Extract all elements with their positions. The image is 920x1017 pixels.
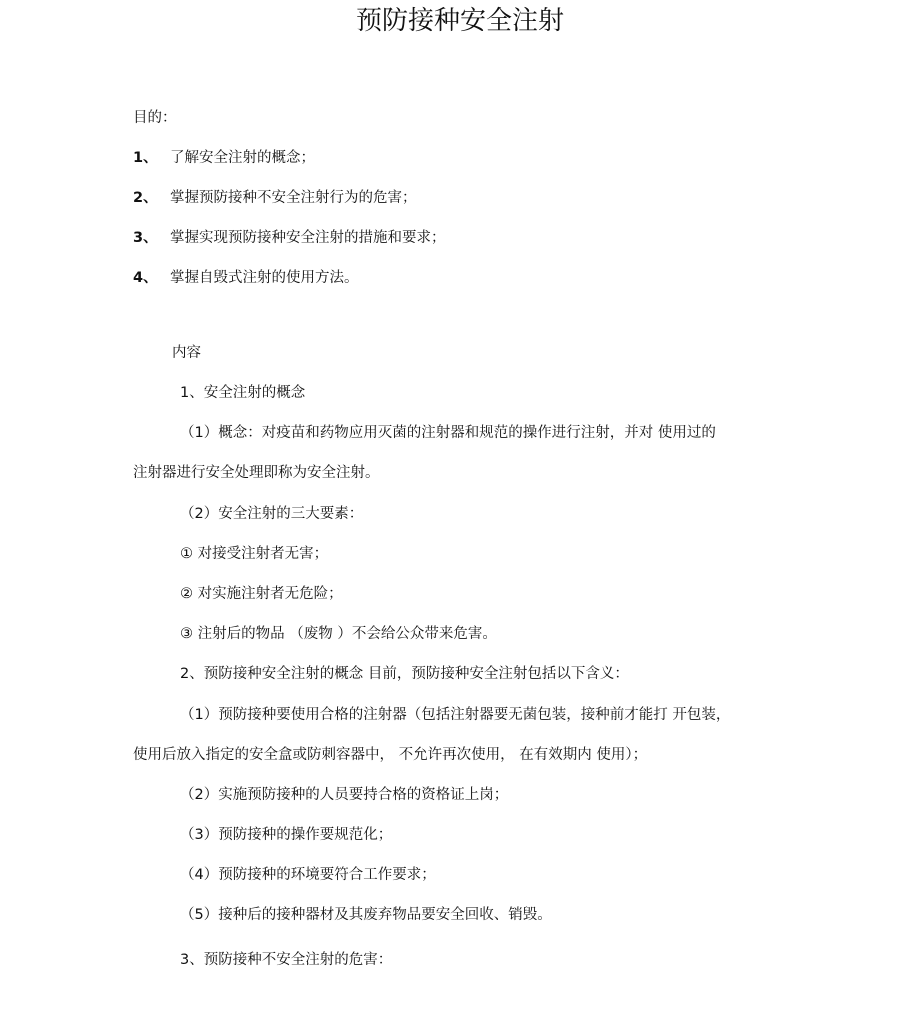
section-1-element-1: ① 对接受注射者无害； <box>180 546 329 562</box>
section-2-item-5: （5）接种后的接种器材及其废弃物品要安全回收、销毁。 <box>180 907 552 923</box>
section-1-title: 1、安全注射的概念 <box>180 385 306 401</box>
section-2-item-1-line-1: （1）预防接种要使用合格的注射器（包括注射器要无菌包装，接种前才能打 开包装， <box>180 707 731 723</box>
section-1-elements-title: （2）安全注射的三大要素： <box>180 506 364 522</box>
document-title: 预防接种安全注射 <box>355 6 564 36</box>
section-2-item-4: （4）预防接种的环境要符合工作要求； <box>180 867 436 883</box>
purpose-item-1-number: 1、 <box>133 150 158 166</box>
purpose-item-3-number: 3、 <box>133 230 158 246</box>
section-1-element-2: ② 对实施注射者无危险； <box>180 586 343 602</box>
section-2-item-3: （3）预防接种的操作要规范化； <box>180 827 393 843</box>
purpose-item-4-text: 掌握自毁式注射的使用方法。 <box>170 270 359 286</box>
purpose-item-4-number: 4、 <box>133 270 158 286</box>
section-1-concept-line-2: 注射器进行安全处理即称为安全注射。 <box>133 465 380 481</box>
content-heading: 内容 <box>172 345 201 361</box>
section-2-title: 2、预防接种安全注射的概念 目前，预防接种安全注射包括以下含义： <box>180 666 629 682</box>
purpose-item-2-text: 掌握预防接种不安全注射行为的危害； <box>170 190 417 206</box>
section-3-title: 3、预防接种不安全注射的危害： <box>180 952 393 968</box>
section-2-item-2: （2）实施预防接种的人员要持合格的资格证上岗； <box>180 787 509 803</box>
purpose-item-1-text: 了解安全注射的概念； <box>170 150 315 166</box>
purpose-heading: 目的： <box>133 110 177 126</box>
section-1-concept-line-1: （1）概念：对疫苗和药物应用灭菌的注射器和规范的操作进行注射，并对 使用过的 <box>180 425 716 441</box>
purpose-item-3-text: 掌握实现预防接种安全注射的措施和要求； <box>170 230 446 246</box>
section-1-element-3: ③ 注射后的物品 （废物 ）不会给公众带来危害。 <box>180 626 497 642</box>
section-2-item-1-line-2: 使用后放入指定的安全盒或防刺容器中， 不允许再次使用， 在有效期内 使用）； <box>133 747 648 763</box>
purpose-item-2-number: 2、 <box>133 190 158 206</box>
